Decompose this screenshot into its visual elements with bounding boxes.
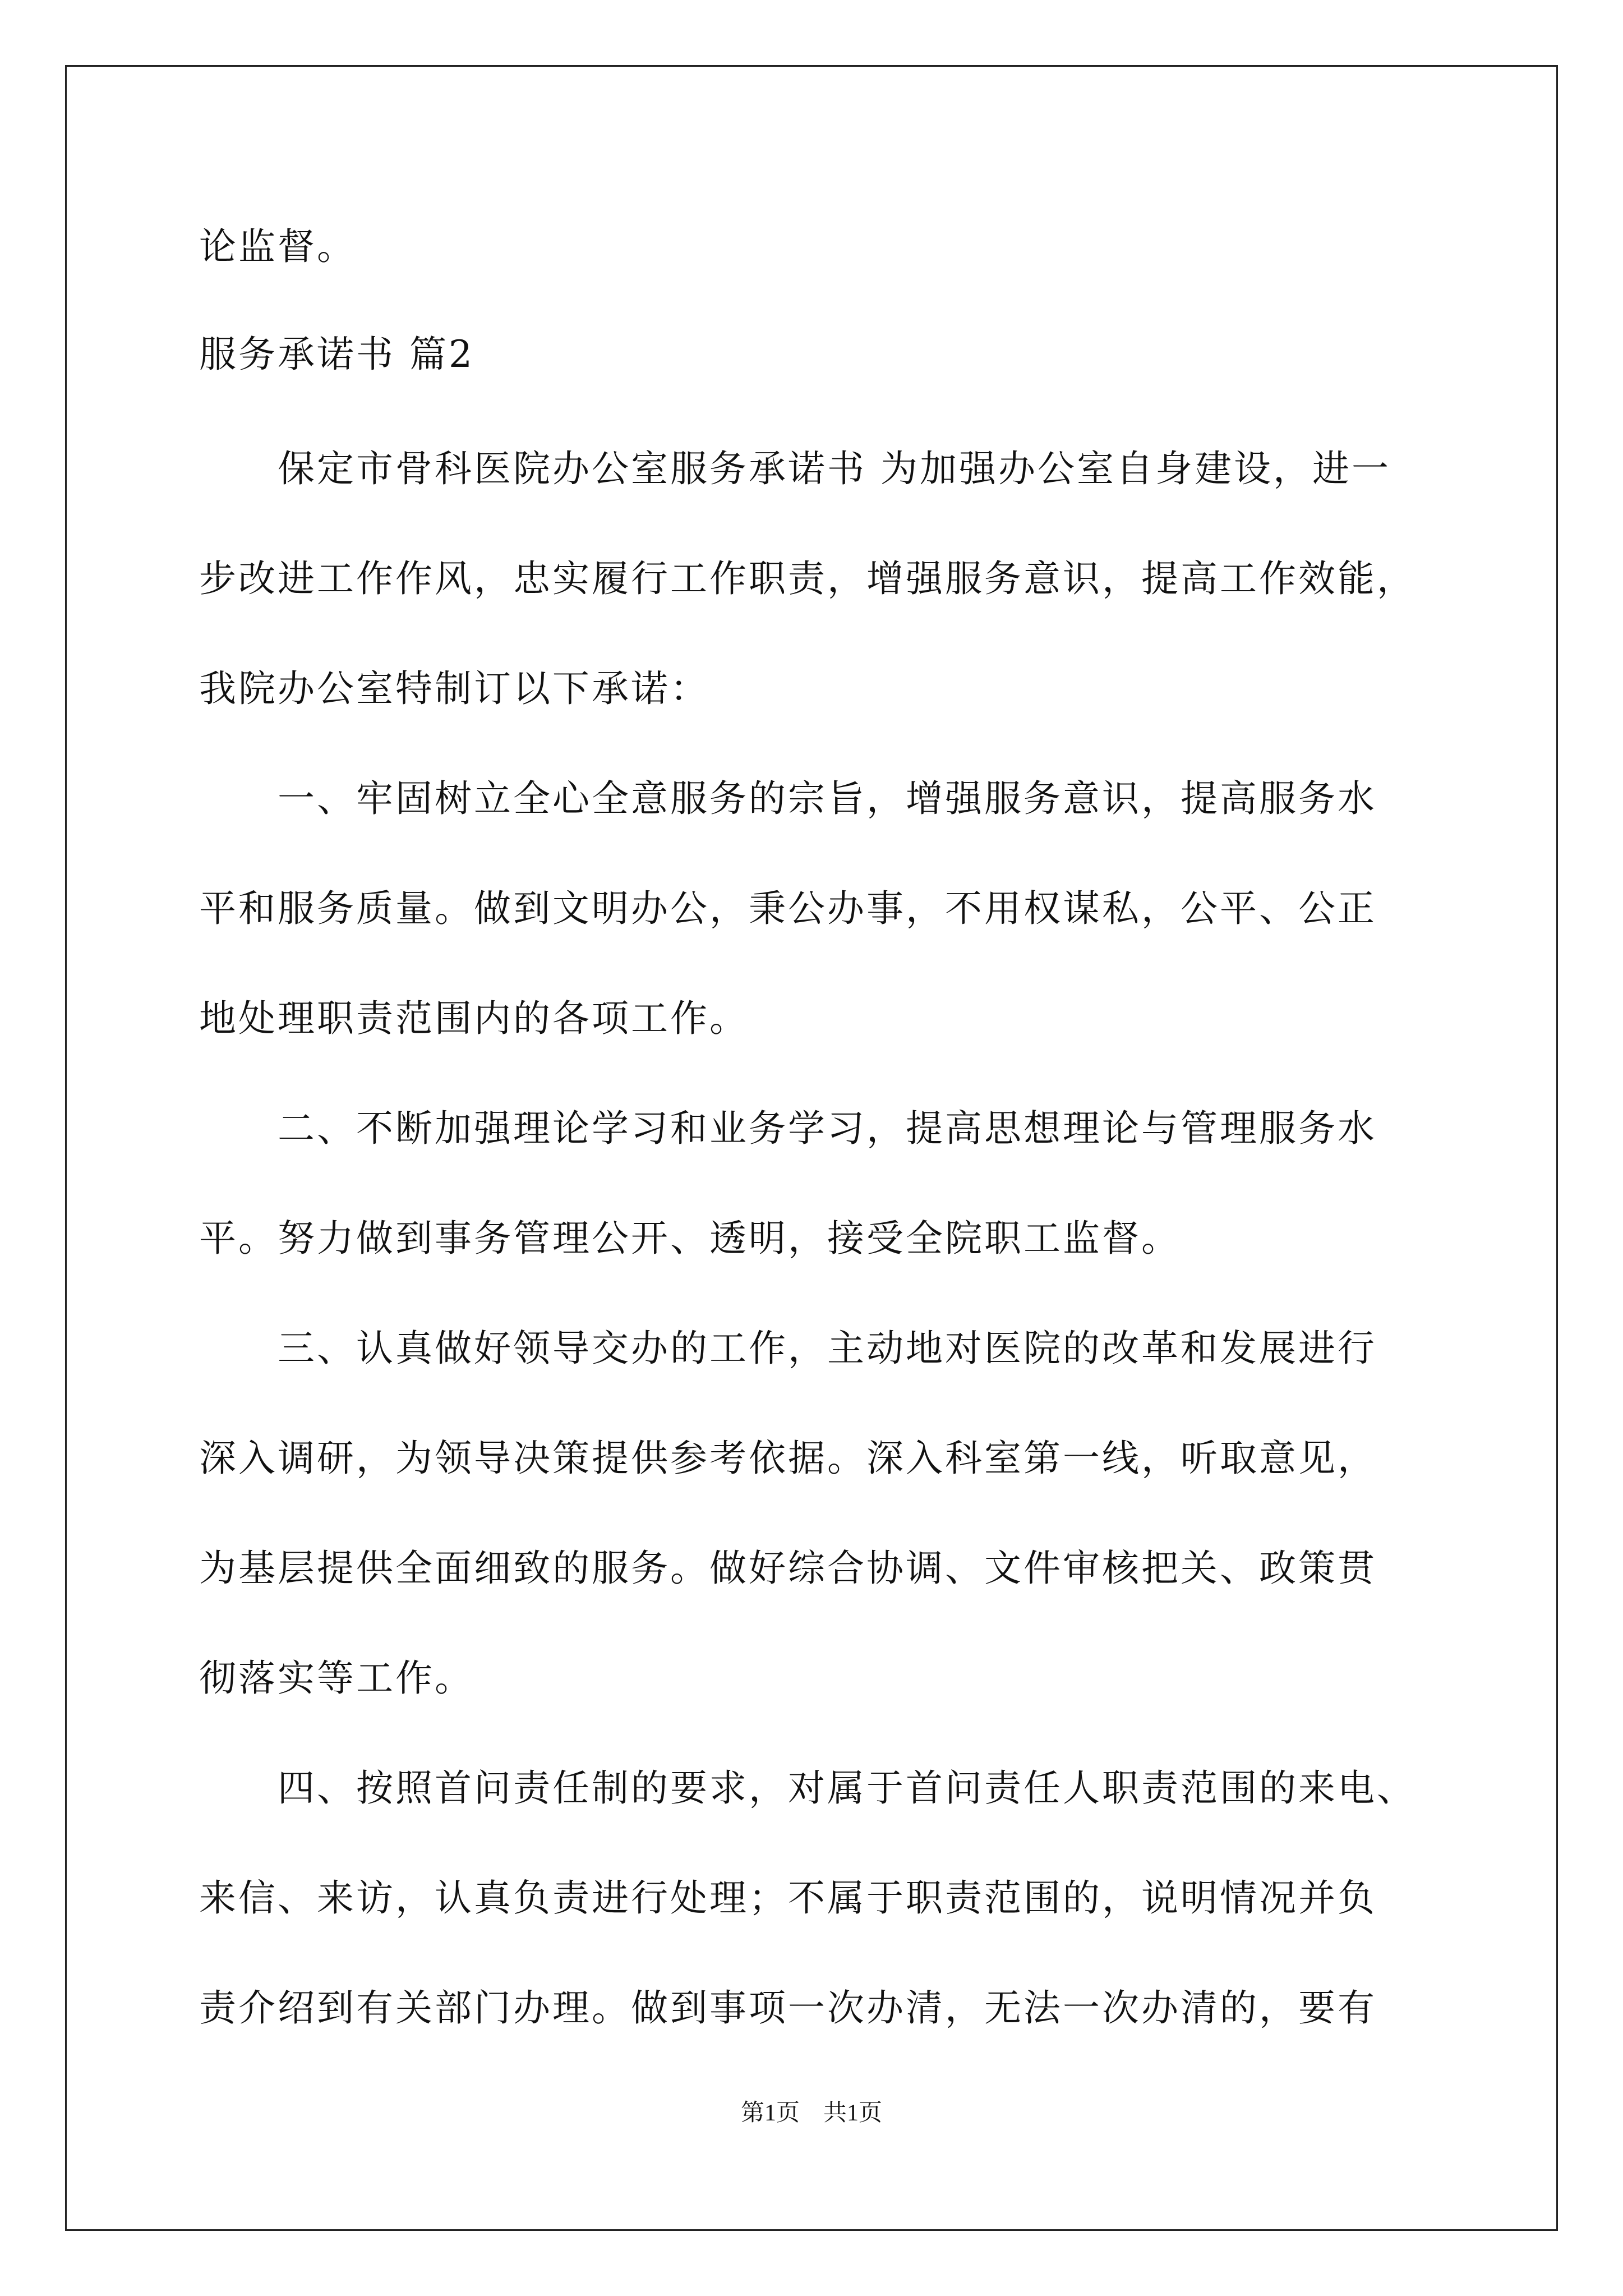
text-line: 平和服务质量。做到文明办公，秉公办事，不用权谋私，公平、公正 (199, 887, 1377, 930)
text-line: 平。努力做到事务管理公开、透明，接受全院职工监督。 (199, 1217, 1181, 1260)
text-line: 一、牢固树立全心全意服务的宗旨，增强服务意识，提高服务水 (199, 777, 1377, 820)
text-line: 二、不断加强理论学习和业务学习，提高思想理论与管理服务水 (199, 1107, 1377, 1150)
text-line: 三、认真做好领导交办的工作，主动地对医院的改革和发展进行 (199, 1327, 1377, 1370)
text-line: 深入调研，为领导决策提供参考依据。深入科室第一线，听取意见， (199, 1437, 1377, 1480)
text-line: 地处理职责范围内的各项工作。 (199, 997, 749, 1040)
section-heading: 服务承诺书 篇2 (199, 333, 474, 376)
text-line: 彻落实等工作。 (199, 1657, 474, 1700)
text-line: 来信、来访，认真负责进行处理；不属于职责范围的，说明情况并负 (199, 1876, 1377, 1920)
text-line: 四、按照首问责任制的要求，对属于首问责任人职责范围的来电、 (199, 1766, 1416, 1810)
text-line: 为基层提供全面细致的服务。做好综合协调、文件审核把关、政策贯 (199, 1547, 1377, 1590)
page-footer: 第1页 共1页 (740, 2100, 882, 2126)
text-line: 保定市骨科医院办公室服务承诺书 为加强办公室自身建设，进一 (199, 447, 1391, 490)
text-line: 步改进工作作风，忠实履行工作职责，增强服务意识，提高工作效能， (199, 557, 1416, 600)
text-line: 责介绍到有关部门办理。做到事项一次办清，无法一次办清的，要有 (199, 1986, 1377, 2030)
text-line: 论监督。 (199, 225, 356, 268)
text-line: 我院办公室特制订以下承诺： (199, 667, 709, 710)
